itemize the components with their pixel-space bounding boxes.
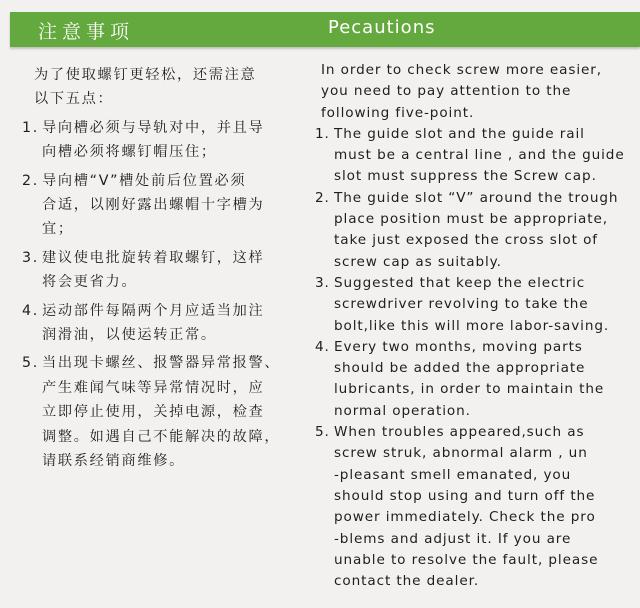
item-line: 导向槽“V”槽处前后位置必须	[42, 172, 247, 189]
item-line: -blems and adjust it. If you are	[334, 530, 572, 547]
item-line: 立即停止使用，关掉电源，检查	[42, 404, 265, 421]
item-line: should stop using and turn off the	[334, 487, 596, 504]
chinese-intro	[34, 63, 312, 112]
item-line: power immediately. Check the pro	[334, 509, 596, 526]
item-line: slot must suppress the Screw cap.	[334, 168, 597, 185]
chinese-item-1	[22, 116, 312, 165]
item-line: 润滑油，以使运转正常。	[42, 327, 217, 344]
english-intro	[321, 60, 639, 124]
item-number: 3.	[22, 249, 39, 266]
item-line: 将会更省力。	[42, 274, 138, 291]
item-line: normal operation.	[334, 402, 471, 419]
item-line: 导向槽必须与导轨对中，并且导	[42, 119, 265, 136]
item-line: 当出现卡螺丝、报警器异常报警、	[42, 355, 281, 372]
chinese-item-2	[22, 169, 312, 242]
english-intro-line: In order to check screw more easier,	[321, 62, 603, 78]
item-line: 产生难闻气味等异常情况时，应	[42, 379, 265, 396]
item-line: must be a central line , and the guide	[334, 147, 625, 164]
chinese-intro-line: 为了使取螺钉更轻松，还需注意	[34, 67, 257, 83]
item-number: 1.	[315, 125, 330, 142]
item-number: 4.	[22, 302, 39, 319]
english-item-3	[315, 273, 639, 337]
item-line: 宜；	[42, 221, 74, 238]
item-line: should be added the appropriate	[334, 360, 586, 377]
chinese-precautions-column	[22, 63, 312, 474]
chinese-item-5	[22, 351, 312, 473]
item-line: 请联系经销商维修。	[42, 453, 185, 470]
english-title: Pecautions	[328, 17, 436, 38]
item-line: place position must be appropriate,	[334, 211, 608, 228]
item-number: 5.	[22, 355, 39, 372]
english-precautions-column	[315, 60, 639, 592]
english-item-2	[315, 188, 639, 273]
item-line: The guide slot and the guide rail	[334, 125, 585, 142]
chinese-item-4	[22, 299, 312, 348]
item-line: screwdriver revolving to take the	[334, 296, 589, 313]
item-line: 建议使电批旋转着取螺钉，这样	[42, 249, 265, 266]
english-intro-line: you need to pay attention to the	[321, 83, 572, 100]
item-line: screw cap as suitably.	[334, 253, 502, 270]
item-number: 2.	[22, 172, 39, 189]
item-line: screw struk, abnormal alarm , un	[334, 445, 588, 462]
item-number: 2.	[315, 189, 330, 206]
english-item-1	[315, 124, 639, 188]
item-number: 1.	[22, 119, 39, 136]
item-number: 4.	[315, 338, 330, 355]
item-line: 合适，以刚好露出螺帽十字槽为	[42, 197, 265, 214]
item-line: lubricants, in order to maintain the	[334, 381, 605, 398]
english-intro-line: following five-point.	[321, 104, 475, 121]
chinese-intro-line: 以下五点：	[34, 91, 114, 108]
item-line: 调整。如遇自己不能解决的故障，	[42, 428, 281, 445]
section-header-bar	[10, 12, 640, 47]
item-line: When troubles appeared,such as	[334, 424, 585, 441]
item-line: 运动部件每隔两个月应适当加注	[42, 302, 265, 319]
item-line: Suggested that keep the electric	[334, 274, 586, 291]
english-item-4	[315, 337, 639, 422]
item-line: 向槽必须将螺钉帽压住；	[42, 144, 217, 161]
item-line: unable to resolve the fault, please	[334, 551, 599, 568]
item-number: 5.	[315, 424, 330, 441]
item-line: Every two months, moving parts	[334, 338, 583, 355]
item-line: The guide slot “V” around the trough	[334, 189, 619, 206]
chinese-title: 注意事项	[38, 21, 135, 43]
item-line: take just exposed the cross slot of	[334, 232, 598, 249]
item-line: contact the dealer.	[334, 573, 480, 590]
item-line: bolt,like this will more labor-saving.	[334, 317, 610, 334]
english-item-5	[315, 422, 639, 592]
chinese-item-3	[22, 246, 312, 295]
item-line: -pleasant smell emanated, you	[334, 466, 572, 483]
item-number: 3.	[315, 274, 330, 291]
